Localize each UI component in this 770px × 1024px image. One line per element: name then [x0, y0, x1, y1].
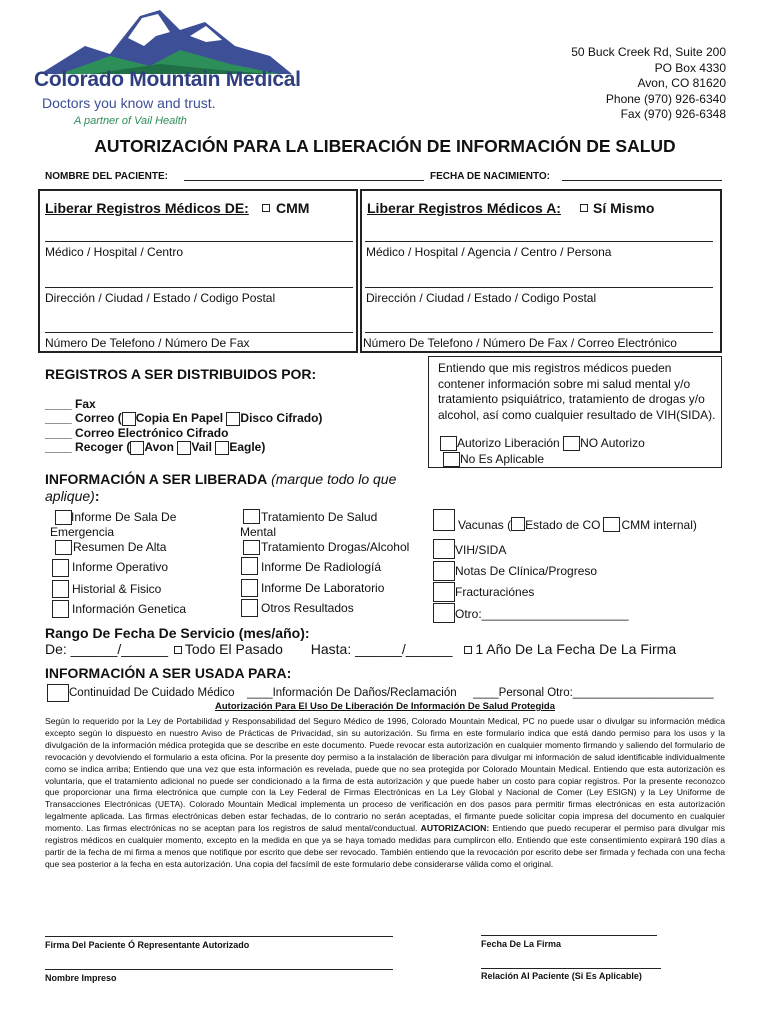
- lab-report-label: Informe De Laboratorio: [261, 581, 385, 595]
- sensitive-info-text: Entiendo que mis registros médicos pueden contener información sobre mi salud mental y/o tratamiento psiquiátrico, tratamiento de drogas y/o alcohol, así como cualquier resultado de VIH(SIDA).: [438, 361, 716, 422]
- patient-name-field[interactable]: [184, 180, 424, 181]
- relationship-field[interactable]: [481, 968, 661, 969]
- to-facility-label: Médico / Hospital / Agencia / Centro / Persona: [366, 245, 612, 259]
- sensitive-authorize-row: [440, 436, 645, 451]
- date-range-heading: Rango De Fecha De Servicio (mes/año):: [45, 625, 310, 641]
- discharge-summary-label: Resumen De Alta: [73, 540, 167, 554]
- mail-label: Correo (: [75, 411, 122, 425]
- no-authorize-label: NO Autorizo: [580, 436, 645, 450]
- signature-date-field[interactable]: [481, 935, 657, 936]
- relationship-label: Relación Al Paciente (Si Es Aplicable): [481, 971, 642, 981]
- email-label: Correo Electrónico Cifrado: [75, 426, 229, 440]
- not-applicable-checkbox[interactable]: [443, 452, 460, 467]
- distribution-pickup: [45, 440, 265, 455]
- from-facility-label: Médico / Hospital / Centro: [45, 245, 184, 259]
- paper-copy-checkbox[interactable]: [122, 412, 136, 426]
- vaccines-label: Vacunas (: [458, 518, 512, 532]
- from-facility-line[interactable]: [45, 241, 353, 242]
- vaccines-row: [458, 518, 697, 532]
- vail-checkbox[interactable]: [177, 441, 191, 455]
- to-phone-label: Número De Telefono / Número De Fax / Correo Electrónico: [363, 336, 677, 350]
- pickup-label: Recoger (: [75, 440, 131, 454]
- info-released-colon: :: [94, 488, 100, 504]
- dob-label: FECHA DE NACIMIENTO:: [430, 171, 550, 182]
- er-report-label: Informe De Sala De Emergencia: [50, 510, 177, 539]
- fax-label: Fax: [75, 397, 96, 411]
- eagle-checkbox[interactable]: [215, 441, 229, 455]
- address-fax: Fax (970) 926-6348: [620, 107, 726, 121]
- other-results-label: Otros Resultados: [261, 601, 354, 615]
- all-past-checkbox[interactable]: [174, 646, 182, 654]
- mental-health-label: Tratamiento De Salud Mental: [240, 510, 378, 539]
- signature-date-label: Fecha De La Firma: [481, 939, 562, 949]
- release-from-heading: Liberar Registros Médicos DE:: [45, 200, 249, 216]
- to-address-line[interactable]: [365, 287, 713, 288]
- legal-text: [45, 716, 725, 871]
- patient-name-label: NOMBRE DEL PACIENTE:: [45, 171, 168, 182]
- distribution-heading: REGISTROS A SER DISTRIBUIDOS POR:: [45, 366, 317, 382]
- mail-blank[interactable]: ____: [45, 411, 72, 425]
- not-applicable-label: No Es Aplicable: [460, 452, 545, 466]
- vaccines-co-checkbox[interactable]: [511, 517, 525, 531]
- address-city: Avon, CO 81620: [637, 76, 726, 90]
- genetic-info-label: Información Genetica: [72, 602, 187, 616]
- no-authorize-checkbox[interactable]: [563, 436, 580, 451]
- info-released-hint: (marque todo lo que aplique): [45, 471, 397, 504]
- release-to-heading: Liberar Registros Médicos A:: [367, 200, 561, 216]
- sensitive-na-row: [443, 452, 544, 467]
- from-phone-label: Número De Telefono / Número De Fax: [45, 336, 250, 350]
- distribution-mail: [45, 411, 322, 426]
- printed-name-label: Nombre Impreso: [45, 973, 117, 983]
- encrypted-disk-label: Disco Cifrado): [240, 411, 323, 425]
- encrypted-disk-checkbox[interactable]: [226, 412, 240, 426]
- revoke-label: AUTORIZACION:: [420, 823, 490, 834]
- printed-name-field[interactable]: [45, 969, 393, 970]
- info-used-heading: INFORMACIÓN A SER USADA PARA:: [45, 665, 292, 681]
- info-used-row: [47, 684, 714, 702]
- info-released-heading: [45, 471, 425, 505]
- distribution-fax: [45, 397, 96, 411]
- history-physical-label: Historial & Fisico: [72, 582, 162, 596]
- avon-checkbox[interactable]: [130, 441, 144, 455]
- radiology-label: Informe De Radiologíá: [261, 560, 382, 574]
- vaccines-cmm-checkbox[interactable]: [603, 517, 620, 532]
- personal-option[interactable]: ____Personal Otro:______________________: [473, 687, 714, 700]
- self-option-label: Sí Mismo: [593, 200, 655, 216]
- address-street: 50 Buck Creek Rd, Suite 200: [571, 45, 726, 59]
- other-results-checkbox[interactable]: [241, 599, 258, 617]
- other-info-label[interactable]: Otro:______________________: [455, 607, 629, 621]
- cmm-option-label: CMM: [276, 200, 310, 216]
- all-past-label: Todo El Pasado: [184, 641, 283, 657]
- billing-checkbox[interactable]: [433, 582, 455, 602]
- genetic-info-checkbox[interactable]: [52, 600, 69, 618]
- to-facility-line[interactable]: [365, 241, 713, 242]
- operative-report-label: Informe Operativo: [72, 560, 169, 574]
- drug-alcohol-label: Tratamiento Drogas/Alcohol: [261, 540, 410, 554]
- operative-report-checkbox[interactable]: [52, 559, 69, 577]
- date-from-field[interactable]: De: ______/______: [45, 641, 168, 657]
- drug-alcohol-checkbox[interactable]: [243, 540, 260, 555]
- discharge-summary-checkbox[interactable]: [55, 540, 72, 555]
- address-phone: Phone (970) 926-6340: [605, 91, 726, 106]
- clinic-notes-label: Notas De Clínica/Progreso: [455, 564, 598, 578]
- self-checkbox[interactable]: [580, 204, 588, 212]
- to-address-label: Dirección / Ciudad / Estado / Codigo Postal: [366, 291, 597, 305]
- signature-label: Firma Del Paciente Ó Representante Autorizado: [45, 940, 250, 950]
- date-until-field[interactable]: Hasta: ______/______: [310, 641, 453, 657]
- page-title: AUTORIZACIÓN PARA LA LIBERACIÓN DE INFORMACIÓN DE SALUD: [94, 136, 676, 156]
- legal-body: Según lo requerido por la Ley de Portabilidad y Responsabilidad del Seguro Médico de 1996, Colorado Mountain Medical, PC no puede usar o divulgar su información médica excepto según lo dispuesto en nuestro Aviso de Prácticas de Privacidad, sin su autorización. Su firma en este formulario indica que está dando permiso para los usos y la divulgación de la información médica protegida que se describe en este documento. Puede revocar esta autorización en cualquier momento firmando y saliendo del formulario de revocación y devolviendo el formulario a esta oficina. Por la presente doy permiso a la instalación de liberación para divulgar mi información de salud identificable individualmente como se indica arriba; Entiendo que una vez que esta información es revelada, puede que no sea protegida por Colorado Mountain Medical. Entiendo que esta autorización es voluntaria, que el tratamiento adicional no puede ser condicionado a la firma de esta autorización y que puede haber un costo para copiar registros. Por la presente reconozco que proporcionar una firma electrónica que cumple con la Ley Federal de Firmas Electrónicas en La Ley Global y Nacional de Comer (Ley ESIGN) y la Ley Uniforme de Transacciones Electrónicas (UETA). Colorado Mountain Medical implementa un proceso de verificación en dos pasos para permitir firmas electrónicas en esta autorización legalmente aplicada. Las firmas electrónicas deben estar fechadas, de lo contrario no serán aceptadas, el firmante puede solicitar copia impresa del documento en cualquier momento. Las firmas electrónicas no se aceptan para los registros de salud mental/conductual.: [45, 716, 725, 834]
- avon-label: Avon: [144, 440, 174, 454]
- vaccines-cmm-label: CMM internal): [621, 518, 697, 532]
- vaccines-checkbox[interactable]: [433, 509, 455, 531]
- one-year-checkbox[interactable]: [464, 646, 472, 654]
- paper-copy-label: Copia En Papel: [135, 411, 224, 425]
- other-info-checkbox[interactable]: [433, 603, 455, 623]
- lab-report-checkbox[interactable]: [241, 579, 258, 597]
- clinic-address: [571, 45, 726, 123]
- revoke-text: Entiendo que puedo recuperar el permiso para divulgar mis registros médicos en cualquier momento, excepto en la medida en que ya se haya tomado medidas para cumplircon ello. Entiendo que este consentimiento expirará 190 días a partir de la fecha de mi firma a menos que notifique por escrito que debe ser revocado. También entiendo que la revocación por escrito debe ser firmada y fechada con una fecha que sea posterior a la fecha en esta autorización. Una copia del facsímil de este formulario debe considerarse válida como el original.: [45, 823, 726, 869]
- clinic-notes-checkbox[interactable]: [433, 561, 455, 581]
- continuity-checkbox[interactable]: [47, 684, 69, 702]
- hiv-checkbox[interactable]: [433, 539, 455, 559]
- signature-field[interactable]: [45, 936, 393, 937]
- hiv-label: VIH/SIDA: [455, 543, 507, 557]
- logo: [30, 6, 300, 130]
- from-phone-line[interactable]: [45, 332, 353, 333]
- logo-partner: A partner of Vail Health: [74, 115, 187, 127]
- from-address-label: Dirección / Ciudad / Estado / Codigo Postal: [45, 291, 276, 305]
- legal-heading: Autorización Para El Uso De Liberación De Información De Salud Protegida: [215, 701, 555, 712]
- billing-label: Fracturaciónes: [455, 585, 535, 599]
- radiology-checkbox[interactable]: [241, 557, 258, 575]
- mountain-logo-icon: [30, 6, 300, 76]
- email-blank[interactable]: ____: [45, 426, 72, 440]
- address-po-box: PO Box 4330: [654, 60, 726, 75]
- info-released-title: INFORMACIÓN A SER LIBERADA: [45, 471, 268, 487]
- vail-label: Vail: [191, 440, 212, 454]
- one-year-label: 1 Año De La Fecha De La Firma: [475, 641, 677, 657]
- fax-blank[interactable]: ____: [45, 397, 72, 411]
- logo-tagline: Doctors you know and trust.: [42, 95, 216, 111]
- eagle-label: Eagle): [229, 440, 266, 454]
- cmm-checkbox[interactable]: [262, 204, 270, 212]
- history-physical-checkbox[interactable]: [52, 580, 69, 598]
- date-range-row: [45, 641, 676, 657]
- vaccines-co-label: Estado de CO: [525, 518, 601, 532]
- continuity-label: Continuidad De Cuidado Médico: [69, 687, 235, 700]
- logo-name: Colorado Mountain Medical: [34, 68, 301, 91]
- pickup-blank[interactable]: ____: [45, 440, 72, 454]
- authorize-label: Autorizo Liberación: [457, 436, 560, 450]
- authorize-checkbox[interactable]: [440, 436, 457, 451]
- distribution-email: [45, 426, 228, 440]
- from-address-line[interactable]: [45, 287, 353, 288]
- dob-field[interactable]: [562, 180, 722, 181]
- damages-option[interactable]: ____Información De Daños/Reclamación: [246, 687, 457, 700]
- to-phone-line[interactable]: [365, 332, 713, 333]
